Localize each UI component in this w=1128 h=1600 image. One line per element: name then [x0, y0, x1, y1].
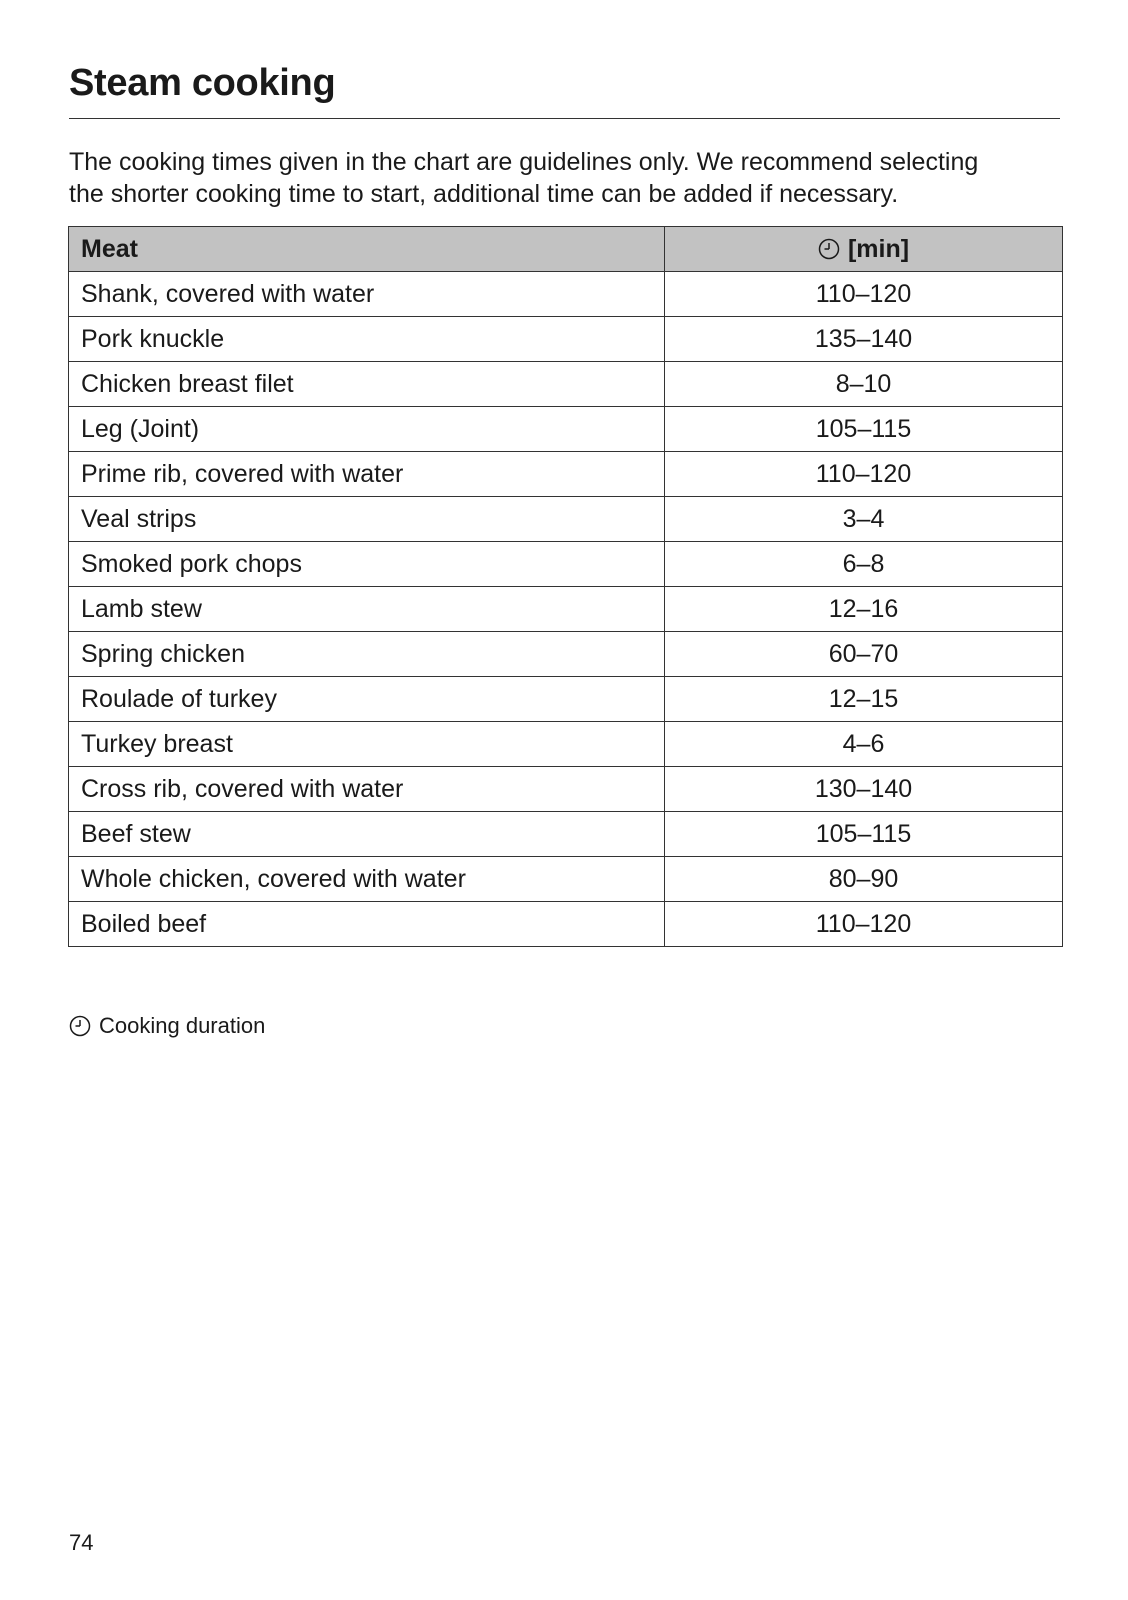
legend	[69, 1013, 265, 1039]
time-cell: 8–10	[665, 362, 1063, 407]
page-title: Steam cooking	[69, 62, 336, 104]
table-row	[69, 362, 1063, 407]
table-row	[69, 452, 1063, 497]
food-cell: Chicken breast filet	[69, 362, 665, 407]
intro-line-2: the shorter cooking time to start, additional time can be added if necessary.	[69, 180, 899, 208]
cooking-times-table	[68, 226, 1063, 947]
time-cell: 4–6	[665, 722, 1063, 767]
table-row	[69, 407, 1063, 452]
table-body	[69, 272, 1063, 947]
table-header-row	[69, 227, 1063, 272]
table-row	[69, 272, 1063, 317]
table-row	[69, 587, 1063, 632]
time-cell: 110–120	[665, 902, 1063, 947]
time-cell: 3–4	[665, 497, 1063, 542]
page-number: 74	[69, 1530, 94, 1555]
table-row	[69, 542, 1063, 587]
food-cell: Turkey breast	[69, 722, 665, 767]
food-cell: Beef stew	[69, 812, 665, 857]
header-time-label: [min]	[847, 234, 910, 263]
time-cell: 80–90	[665, 857, 1063, 902]
food-cell: Cross rib, covered with water	[69, 767, 665, 812]
time-cell: 130–140	[665, 767, 1063, 812]
intro-text	[69, 146, 1069, 210]
table-row	[69, 632, 1063, 677]
table-row	[69, 677, 1063, 722]
food-cell: Spring chicken	[69, 632, 665, 677]
clock-icon	[818, 238, 840, 260]
food-cell: Prime rib, covered with water	[69, 452, 665, 497]
time-cell: 105–115	[665, 812, 1063, 857]
clock-icon	[69, 1015, 91, 1037]
time-cell: 110–120	[665, 272, 1063, 317]
time-cell: 110–120	[665, 452, 1063, 497]
header-time	[665, 227, 1063, 272]
time-cell: 12–16	[665, 587, 1063, 632]
food-cell: Boiled beef	[69, 902, 665, 947]
food-cell: Pork knuckle	[69, 317, 665, 362]
food-cell: Roulade of turkey	[69, 677, 665, 722]
time-cell: 12–15	[665, 677, 1063, 722]
title-divider	[69, 118, 1060, 119]
time-cell: 105–115	[665, 407, 1063, 452]
table-row	[69, 767, 1063, 812]
time-cell: 6–8	[665, 542, 1063, 587]
food-cell: Lamb stew	[69, 587, 665, 632]
food-cell: Veal strips	[69, 497, 665, 542]
time-cell: 60–70	[665, 632, 1063, 677]
food-cell: Whole chicken, covered with water	[69, 857, 665, 902]
food-cell: Smoked pork chops	[69, 542, 665, 587]
header-food: Meat	[69, 227, 665, 272]
table-row	[69, 497, 1063, 542]
food-cell: Shank, covered with water	[69, 272, 665, 317]
table-row	[69, 317, 1063, 362]
time-cell: 135–140	[665, 317, 1063, 362]
table-row	[69, 857, 1063, 902]
legend-label: Cooking duration	[99, 1013, 266, 1038]
table-row	[69, 722, 1063, 767]
food-cell: Leg (Joint)	[69, 407, 665, 452]
intro-line-1: The cooking times given in the chart are guidelines only. We recommend selecting	[69, 148, 979, 176]
table-row	[69, 812, 1063, 857]
table-row	[69, 902, 1063, 947]
